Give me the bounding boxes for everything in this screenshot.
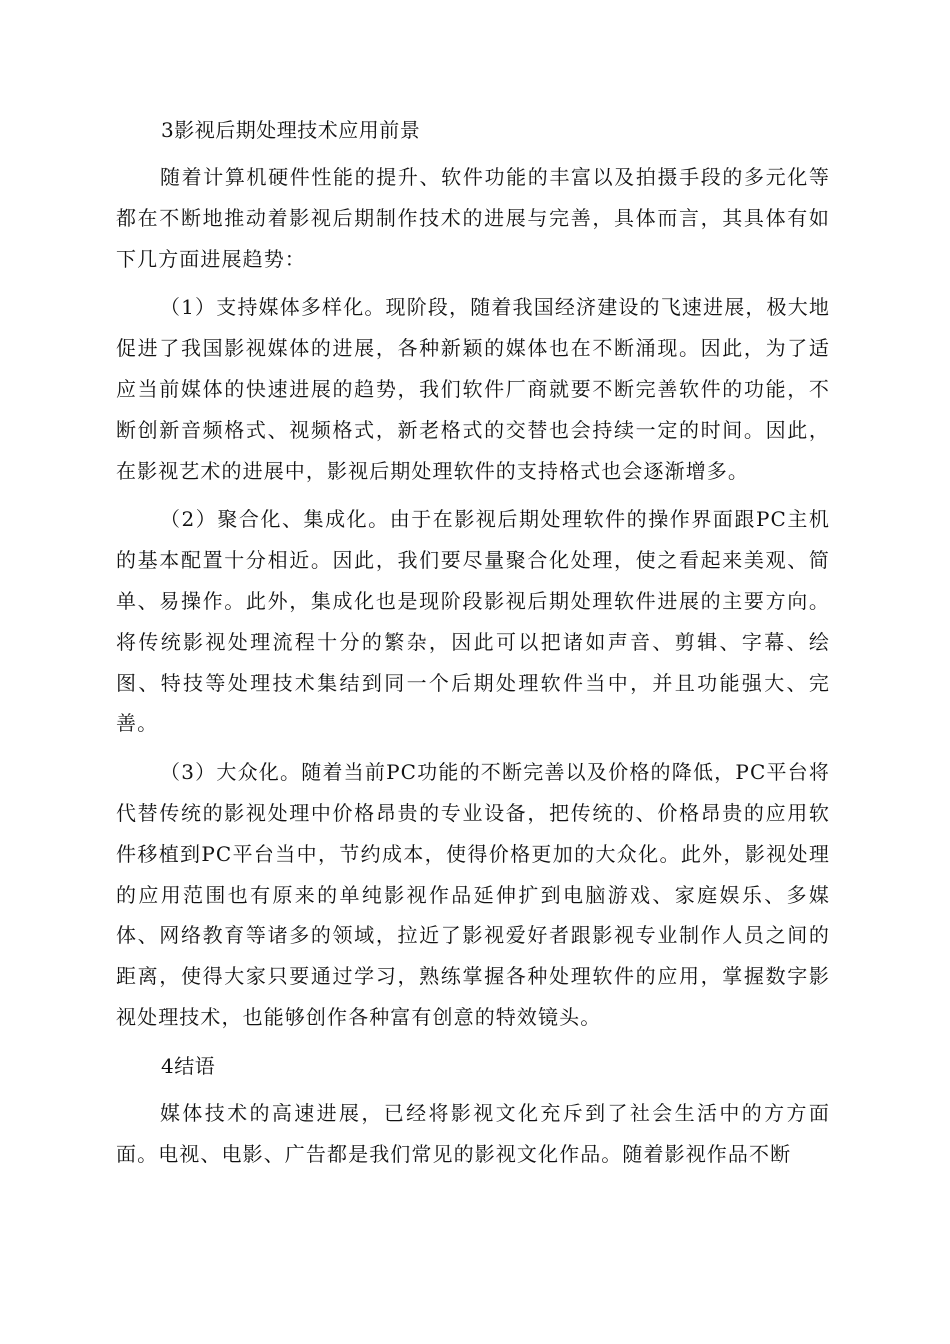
section-4-heading: 4结语 — [161, 1053, 216, 1078]
section-3-heading: 3影视后期处理技术应用前景 — [161, 118, 421, 142]
trend-item-popularization: （3）大众化。随着当前PC功能的不断完善以及价格的降低，PC平台将代替传统的影视处理中价格昂贵的专业设备，把传统的、价格昂贵的应用软件移植到PC平台当中，节约成本，使得价格更加的大众化。此外，影视处理的应用范围也有原来的单纯影视作品延伸扩到电脑游戏、家庭娱乐、多媒体、网络教育等诸多的领域，拉近了影视爱好者跟影视专业制作人员之间的距离，使得大家只要通过学习，熟练掌握各种处理软件的应用，掌握数字影视处理技术，也能够创作各种富有创意的特效镜头。 — [116, 760, 830, 1029]
trend-item-integration: （2）聚合化、集成化。由于在影视后期处理软件的操作界面跟PC主机的基本配置十分相近。因此，我们要尽量聚合化处理，使之看起来美观、简单、易操作。此外，集成化也是现阶段影视后期处理软件进展的主要方向。将传统影视处理流程十分的繁杂，因此可以把诸如声音、剪辑、字幕、绘图、特技等处理技术集结到同一个后期处理软件当中，并且功能强大、完善。 — [116, 507, 830, 736]
trend-item-media-diversity: （1）支持媒体多样化。现阶段，随着我国经济建设的飞速进展，极大地促进了我国影视媒体的进展，各种新颖的媒体也在不断涌现。因此，为了适应当前媒体的快速进展的趋势，我们软件厂商就要不断完善软件的功能，不断创新音频格式、视频格式，新老格式的交替也会持续一定的时间。因此，在影视艺术的进展中，影视后期处理软件的支持格式也会逐渐增多。 — [116, 295, 830, 483]
section-3-intro-paragraph: 随着计算机硬件性能的提升、软件功能的丰富以及拍摄手段的多元化等都在不断地推动着影视后期制作技术的进展与完善，具体而言，其具体有如下几方面进展趋势： — [116, 165, 830, 271]
document-body — [116, 110, 830, 1174]
conclusion-paragraph: 媒体技术的高速进展，已经将影视文化充斥到了社会生活中的方方面面。电视、电影、广告都是我们常见的影视文化作品。随着影视作品不断 — [116, 1100, 830, 1166]
